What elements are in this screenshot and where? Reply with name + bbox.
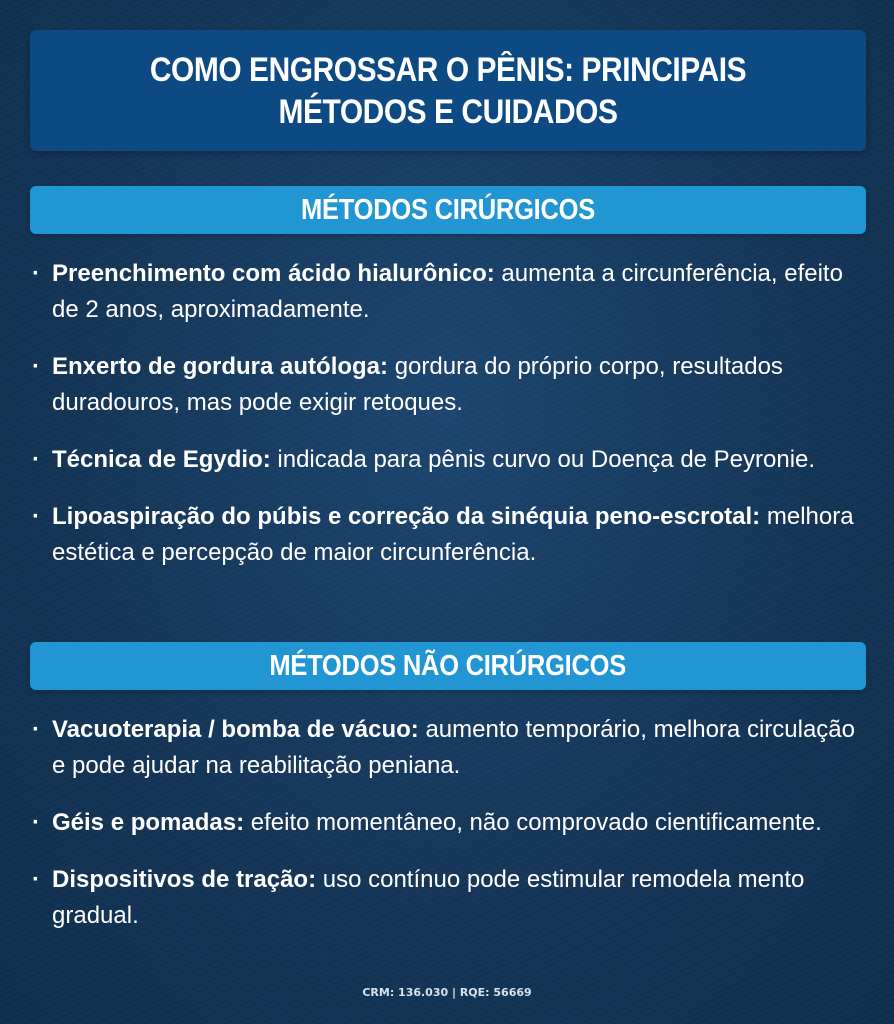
item-term: Técnica de Egydio: [52, 446, 271, 473]
list-item [30, 805, 870, 841]
list-item [30, 712, 870, 784]
item-description: efeito momentâneo, não comprovado cientificamente. [244, 809, 822, 836]
item-term: Dispositivos de tração: [52, 866, 317, 893]
page-title: COMO ENGROSSAR O PÊNIS: PRINCIPAIS MÉTODOS E CUIDADOS [149, 50, 747, 131]
item-term: Preenchimento com ácido hialurônico: [52, 260, 495, 287]
section-header-non-surgical [30, 642, 866, 690]
item-term: Enxerto de gordura autóloga: [52, 353, 389, 380]
section-heading: MÉTODOS CIRÚRGICOS [301, 193, 595, 226]
item-term: Vacuoterapia / bomba de vácuo: [52, 716, 419, 743]
list-item [30, 862, 870, 934]
title-banner [30, 30, 866, 151]
list-item [30, 256, 870, 328]
bullet-icon: · [32, 716, 40, 743]
section-heading: MÉTODOS NÃO CIRÚRGICOS [269, 649, 627, 682]
list-item [30, 499, 870, 571]
bullet-icon: · [32, 503, 40, 530]
item-description: aumento temporário, melhora circulação e pode ajudar na reabilitação peniana. [52, 716, 855, 779]
section-header-surgical [30, 186, 866, 234]
item-description: gordura do próprio corpo, resultados duradouros, mas pode exigir retoques. [52, 353, 783, 416]
item-description: aumenta a circunferência, efeito de 2 anos, aproximadamente. [52, 260, 843, 323]
item-term: Lipoaspiração do púbis e correção da sinéquia peno-escrotal: [52, 503, 761, 530]
list-item [30, 349, 870, 421]
bullet-icon: · [32, 260, 40, 287]
bullet-icon: · [32, 809, 40, 836]
item-description: melhora estética e percepção de maior circunferência. [52, 503, 854, 566]
non-surgical-methods-list [30, 712, 870, 955]
list-item [30, 442, 870, 478]
item-description: indicada para pênis curvo ou Doença de Peyronie. [270, 446, 816, 473]
bullet-icon: · [32, 866, 40, 893]
item-term: Géis e pomadas: [52, 809, 245, 836]
credentials-footer: CRM: 136.030 | RQE: 56669 [362, 986, 532, 999]
bullet-icon: · [32, 353, 40, 380]
item-description: uso contínuo pode estimular remodela mento gradual. [52, 866, 805, 929]
surgical-methods-list [30, 256, 870, 592]
bullet-icon: · [32, 446, 40, 473]
